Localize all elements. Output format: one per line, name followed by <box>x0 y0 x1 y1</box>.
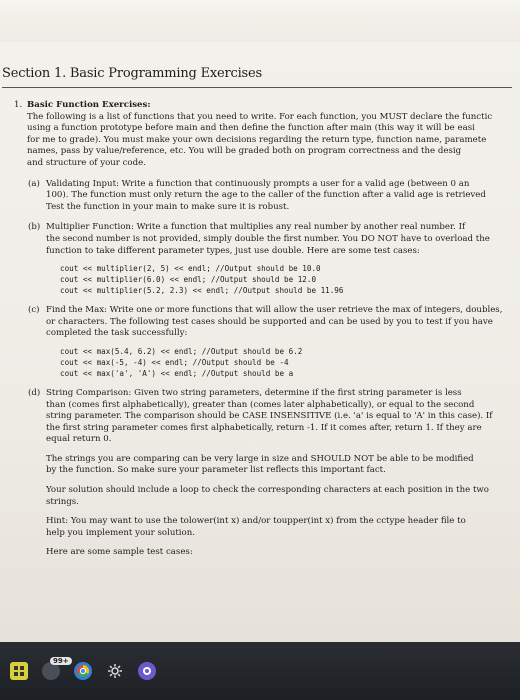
question-number: 1. <box>14 100 23 110</box>
chrome-icon[interactable] <box>74 662 92 680</box>
subquestion-label: (a) <box>28 178 40 189</box>
subquestion-line: equal return 0. <box>46 434 112 445</box>
code-line: cout << multiplier(2, 5) << endl; //Output should be 10.0 <box>60 264 321 274</box>
hint-paragraph <box>46 516 520 539</box>
subquestion-line: Find the Max: Write one or more functions that will allow the user retrieve the max of integers, doubles, <box>46 305 503 316</box>
exercise-content <box>14 100 520 559</box>
paragraph-line: Hint: You may want to use the tolower(int x) and/or toupper(int x) from the cctype header file to <box>46 516 466 527</box>
code-line: cout << multiplier(5.2, 2.3) << endl; //Output should be 11.96 <box>60 286 344 296</box>
subquestion-line: Validating Input: Write a function that continuously prompts a user for a valid age (between 0 an <box>46 178 470 189</box>
subquestion-line: 100). The function must only return the age to the caller of the function after a valid age is retrieved <box>46 190 486 201</box>
subquestion-label: (c) <box>28 305 40 316</box>
subquestion-line: the second number is not provided, simply double the first number. You DO NOT have to overload the <box>46 233 490 244</box>
app-launcher-icon[interactable] <box>138 662 156 680</box>
code-line: cout << max('a', 'A') << endl; //Output should be a <box>60 368 294 378</box>
paragraph-line: by the function. So make sure your parameter list reflects this important fact. <box>46 465 386 476</box>
paragraph <box>46 454 520 477</box>
intro-line: using a function prototype before main and then define the function after main (this way it will be easi <box>27 123 475 134</box>
document-page <box>0 42 520 642</box>
subquestion-line: Test the function in your main to make sure it is robust. <box>46 201 290 212</box>
paragraph <box>46 547 520 559</box>
subquestion-c <box>14 305 520 379</box>
taskbar <box>0 642 520 700</box>
paragraph-line: Here are some sample test cases: <box>46 547 193 558</box>
section-title: Section 1. Basic Programming Exercises <box>2 66 512 88</box>
code-sample <box>60 263 520 296</box>
subquestion-line: the first string parameter comes first alphabetically, return -1. If it comes after, return 1. If they are <box>46 422 482 433</box>
intro-line: and structure of your code. <box>27 157 146 168</box>
subquestion-label: (b) <box>28 222 41 233</box>
subquestion-a <box>14 179 520 214</box>
code-line: cout << max(-5, -4) << endl; //Output should be -4 <box>60 357 289 367</box>
subquestion-line: Multiplier Function: Write a function that multiplies any real number by another real number. If <box>46 222 466 233</box>
settings-icon[interactable] <box>106 662 124 680</box>
paragraph-line: help you implement your solution. <box>46 527 195 538</box>
paragraph-line: Your solution should include a loop to check the corresponding characters at each position in the two <box>46 485 489 496</box>
code-line: cout << multiplier(6.0) << endl; //Output should be 12.0 <box>60 275 317 285</box>
paragraph-line: The strings you are comparing can be very large in size and SHOULD NOT be able to be modified <box>46 453 474 464</box>
question-heading: Basic Function Exercises: <box>27 100 151 110</box>
subquestion-b <box>14 222 520 296</box>
gear-icon <box>107 663 123 679</box>
paragraph-line: strings. <box>46 496 79 507</box>
subquestion-line: completed the task successfully: <box>46 328 188 339</box>
subquestion-line: function to take different parameter types, just use double. Here are some test cases: <box>46 245 420 256</box>
app-icon-glyph <box>141 665 153 677</box>
paragraph <box>46 485 520 508</box>
subquestion-d <box>14 388 520 559</box>
app-icon[interactable] <box>10 662 28 680</box>
code-sample <box>60 346 520 379</box>
intro-line: for me to grade). You must make your own decisions regarding the return type, function name, paramete <box>27 134 487 145</box>
top-margin <box>0 0 520 42</box>
code-line: cout << max(5.4, 6.2) << endl; //Output should be 6.2 <box>60 346 303 356</box>
subquestion-line: String Comparison: Given two string parameters, determine if the first string parameter is less <box>46 387 462 398</box>
notification-badge: 99+ <box>50 657 72 665</box>
subquestion-line: or characters. The following test cases should be supported and can be used by you to test if you have <box>46 316 493 327</box>
question-1 <box>14 100 520 170</box>
browser-icon <box>76 664 90 678</box>
subquestion-line: string parameter. The comparison should be CASE INSENSITIVE (i.e. 'a' is equal to 'A' in this case). If <box>46 411 493 422</box>
grid-icon <box>13 665 25 677</box>
subquestion-line: than (comes first alphabetically), greater than (comes later alphabetically), or equal to the second <box>46 399 475 410</box>
messages-icon[interactable] <box>42 657 69 680</box>
intro-line: The following is a list of functions that you need to write. For each function, you MUST declare the functic <box>27 111 493 122</box>
intro-line: names, pass by value/reference, etc. You will be graded both on program correctness and the desig <box>27 146 462 157</box>
subquestion-label: (d) <box>28 387 41 398</box>
